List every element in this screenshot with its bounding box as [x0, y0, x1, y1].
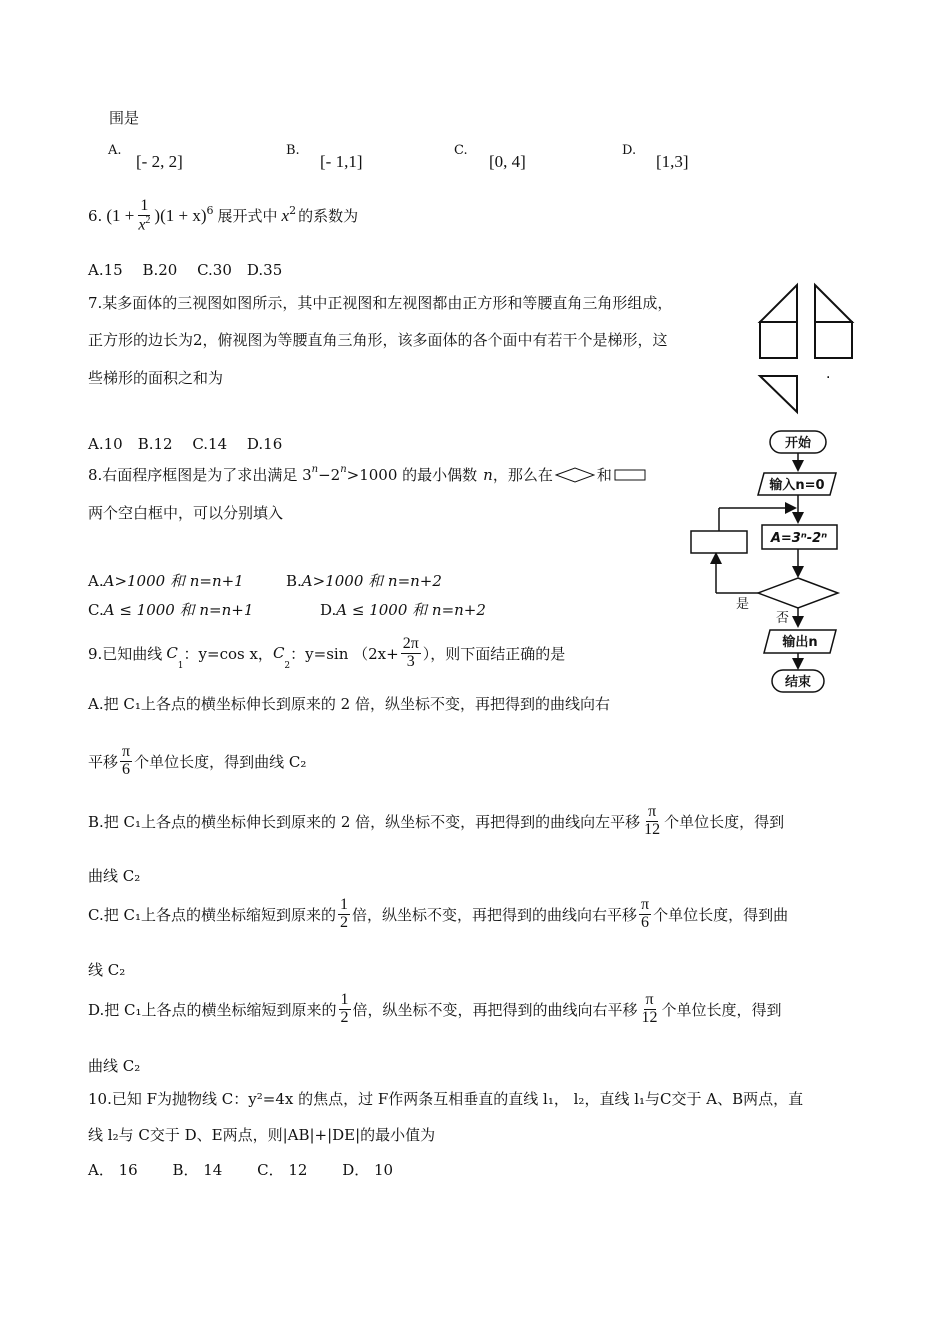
q8-text-b: −2 [318, 465, 341, 484]
q7-options: A.10 B.12 C.14 D.16 [88, 435, 283, 453]
q5-option-label: C. [454, 143, 468, 158]
q6-text-a: 展开式中 [217, 207, 278, 226]
q8-exp2: n [340, 464, 347, 475]
front-view-square [760, 322, 797, 358]
q5-stem-end: 围是 [109, 109, 140, 127]
q6-number: 6. [88, 206, 103, 225]
q9-c1-sub: 1 [177, 660, 184, 671]
q6-expr-a: (1 + [106, 205, 135, 225]
q8-text-e: 和 [596, 466, 612, 484]
q9-option-b-line1: B.把 C₁上各点的横坐标伸长到原来的 2 倍，纵坐标不变，再把得到的曲线向左平移 $\frac{\pi}{12}$ 个单位长度，得到 [88, 803, 785, 838]
q8-var-n: n [483, 465, 493, 484]
q10-line1: 10.已知 F为抛物线 C：y²=4x 的焦点，过 F作两条互相垂直的直线 l₁， l₂，直线 l₁与C交于 A、B两点，直 [88, 1090, 804, 1108]
q9-c1: C [166, 644, 178, 663]
rectangle-blank-icon [614, 469, 646, 481]
q5-option-label: D. [622, 143, 637, 158]
q9-c2: C [272, 644, 285, 663]
q5-option-value: [0, 4] [489, 152, 526, 171]
flow-yes-label: 是 [736, 597, 750, 612]
q9-option-a-line1: A.把 C₁上各点的横坐标伸长到原来的 2 倍，纵坐标不变，再把得到的曲线向右 [88, 695, 610, 713]
q6-frac-den-exp: 2 [145, 214, 151, 226]
three-view-figure [755, 280, 860, 415]
q9-stem [88, 636, 565, 671]
q9-option-a-line2: 平移 $\frac{\pi}{6}$ 个单位长度，得到曲线 C₂ [88, 743, 307, 778]
q9-option-b-line2: 曲线 C₂ [88, 867, 141, 885]
q8-line2: 两个空白框中，可以分别填入 [88, 504, 284, 522]
flow-assign-label: A=3ⁿ-2ⁿ [770, 531, 828, 546]
q8-text-a: 8.右面程序框图是为了求出满足 3 [88, 466, 312, 484]
q9-text-a: 9.已知曲线 [88, 644, 163, 663]
q10-options: A． 16 B． 14 C． 12 D． 10 [88, 1161, 394, 1179]
q8-text-d: ，那么在 [492, 466, 553, 484]
q5-option-label: A. [108, 143, 122, 158]
q5-option-value: [- 2, 2] [136, 152, 183, 171]
q7-line3: 些梯形的面积之和为 [88, 369, 224, 387]
diamond-blank-icon [555, 467, 595, 483]
q5-option-value: [- 1,1] [320, 152, 363, 171]
side-view-square [815, 322, 852, 358]
q8-text-c: >1000 的最小偶数 [346, 466, 478, 484]
q8-option-b: B.A>1000 和 n=n+2 [286, 572, 442, 590]
q9-fraction: $\frac{2\pi}{3}$ [402, 635, 419, 670]
q9-text-b: ：y=cos x， [183, 644, 273, 663]
q6-text-b: 的系数为 [298, 207, 359, 226]
q6-exp: 6 [206, 204, 214, 217]
q6-term-exp: 2 [289, 204, 297, 217]
q8-option-d: D.A ≤ 1000 和 n=n+2 [320, 601, 486, 619]
q9-option-d-line1: D.把 C₁上各点的横坐标缩短到原来的 $\frac{1}{2}$ 倍，纵坐标不变，再把得到的曲线向右平移 $\frac{\pi}{12}$ 个单位长度，得到 [88, 991, 782, 1026]
q9-option-d-line2: 曲线 C₂ [88, 1057, 141, 1075]
q7-line1: 7.某多面体的三视图如图所示，其中正视图和左视图都由正方形和等腰直角三角形组成， [88, 294, 673, 312]
front-view-triangle [760, 285, 797, 322]
flow-no-label: 否 [776, 611, 790, 626]
q9-text-d: ），则下面结正确的是 [422, 644, 566, 663]
flow-blank-process [691, 531, 747, 553]
q6-fraction [136, 198, 152, 234]
flow-end-label: 结束 [784, 675, 812, 690]
q6-term: x [281, 205, 290, 225]
top-view-triangle [760, 376, 797, 412]
q8-exp1: n [311, 464, 319, 475]
q6-options: A.15 B.20 C.30 D.35 [88, 261, 283, 279]
side-view-triangle [815, 285, 852, 322]
q8-option-a: A.A>1000 和 n=n+1 [88, 572, 244, 590]
flow-output-label: 输出n [782, 635, 818, 650]
q6-expr-b: )(1 + x) [154, 205, 207, 225]
q8-option-c: C.A ≤ 1000 和 n=n+1 [88, 601, 254, 619]
flow-input-label: 输入n=0 [769, 478, 825, 493]
q9-option-c-line2: 线 C₂ [88, 961, 126, 979]
flowchart [686, 425, 861, 700]
q5-option-value: [1,3] [656, 152, 689, 171]
q9-option-c-line1: C.把 C₁上各点的横坐标缩短到原来的 $\frac{1}{2}$ 倍，纵坐标不变，再把得到的曲线向右平移 $\frac{\pi}{6}$ 个单位长度，得到曲 [88, 896, 789, 931]
q8-stem [88, 464, 646, 485]
figure-dot: . [826, 366, 831, 382]
flow-decision-node [758, 578, 838, 608]
q6-frac-den: x [138, 216, 146, 234]
q5-option-label: B. [286, 143, 300, 158]
q10-line2: 线 l₂与 C交于 D、E两点，则|AB|+|DE|的最小值为 [88, 1126, 436, 1144]
q9-text-c: ：y=sin （2x+ [290, 644, 399, 663]
q7-line2: 正方形的边长为2，俯视图为等腰直角三角形，该多面体的各个面中有若干个是梯形，这 [88, 331, 668, 349]
q9-c2-sub: 2 [284, 660, 291, 671]
q6-stem [88, 198, 358, 234]
flow-start-label: 开始 [784, 436, 812, 451]
q6-frac-num: 1 [140, 197, 149, 214]
